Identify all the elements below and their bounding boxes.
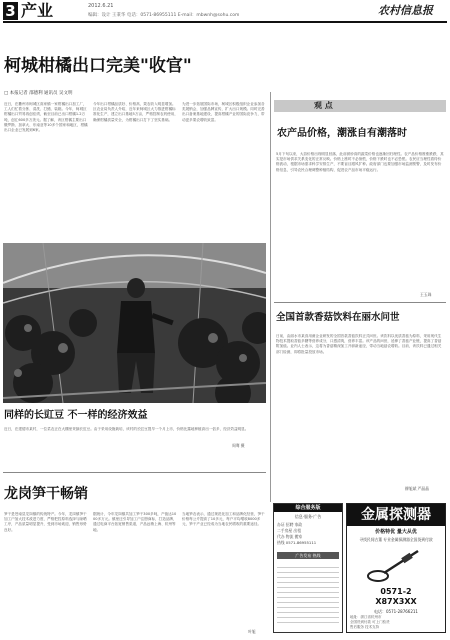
- metal-detector-small-0: 地址：浙江省杭州市: [350, 615, 382, 619]
- metal-detector-ad: [346, 503, 446, 633]
- classified-ad-line: 二手房屋 出租: [277, 528, 301, 533]
- header-rule: [3, 21, 447, 23]
- top-story-col2: 今年出口柑橘品质好、价格高，果农收入明显增加。区农业局负责人介绍，近年来柯城区大力推进柑橘标准化生产，建立出口基地5万亩，严格控制农药使用，确保柑橘质量安全，为柑橘出口打下了坚实基础。: [93, 102, 178, 122]
- section-name: 产业: [21, 1, 54, 20]
- classified-ad-filler: [277, 563, 339, 623]
- metal-detector-phone-big: 0571-2: [380, 587, 412, 596]
- viewpoint-banner: [274, 100, 446, 112]
- viewpoint-label: 观 点: [314, 101, 333, 110]
- viewpoint-body: 5月下旬以来，大蒜价格出现明显回落，此前被炒高的蔬菜价格也逐渐回归理性。农产品价格涨涨跌跌，其实是市场供求关系变化的正常反映。价格上涨时不必惊慌，价格下跌时也不必恐慌。农民应当理性看待价格波动，根据市场需求科学安排生产，不要盲目跟风扩种。政府部门也要加强市场监测预警，及时发布价格信息，引导农民合理调整种植结构，促进农产品市场平稳运行。: [276, 152, 444, 172]
- classified-ad-line: 办证 招聘 家政: [277, 522, 303, 527]
- classified-ad-line: 热线 0571-86955111: [277, 540, 317, 545]
- metal-detector-small-1: 全国货到付款 可上门验货: [350, 620, 390, 624]
- editor-line: 编辑：设计 王秉华 电话：0571-86955111 E-mail：mbwnh@sohu.com: [88, 13, 240, 18]
- photo-credit: 周骞 摄: [232, 443, 245, 448]
- metal-detector-subtitle: 价格特优 量大从优: [375, 529, 417, 535]
- metal-detector-line: 寻找民间古董 专业金属探测器全国货到付款: [359, 537, 433, 542]
- issue-date: 2012.6.21: [88, 3, 114, 9]
- classified-ad-subtitle: 信息·服务·广告: [294, 514, 322, 519]
- metal-detector-small-2: 售后服务 技术支持: [350, 625, 380, 629]
- classified-ad-title: 综合服务版: [274, 504, 342, 512]
- classified-ad-line: 代办 物流 搬家: [277, 534, 303, 539]
- bottom-story-rule: [3, 472, 266, 473]
- bottom-story-col1: 笋干是苍南县龙岗镇的传统特产。今年，龙岗镇笋干加工户加大技术改进力度，严格把控原料选择与晾晒工序，产品质量明显提升，受到市场欢迎，销售形势良好。: [4, 512, 87, 532]
- classified-ad-lines: [274, 520, 342, 548]
- bottom-story-headline: 龙岗笋干畅销: [4, 486, 88, 502]
- viewpoint-headline: 农产品价格，潮涨自有潮落时: [277, 128, 407, 139]
- bottom-story-col2: 据统计，今年龙岗镇共加工笋干300多吨，产值达1000多万元。镇里还引导加工户注册商标，打造品牌，通过电商平台拓宽销售渠道，产品远销上海、杭州等地。: [93, 512, 177, 532]
- classified-ad: [273, 503, 343, 633]
- top-story-col3: 为进一步拓展国际市场，柯城区积极组织企业参加各类展销会，加强品牌宣传，扩大出口规模。同时完善出口备案基地建设，提高柑橘产业的国际竞争力，带动更多果农增收致富。: [182, 102, 265, 122]
- paper-name: 农村信息报: [378, 4, 433, 17]
- classified-ad-note: 广告发布 热线: [277, 552, 339, 559]
- metal-detector-phone: 电话：0571-28766211: [374, 609, 418, 614]
- right-story-rule: [274, 302, 446, 303]
- bottom-story-credit: 叶旭: [248, 629, 256, 634]
- metal-detector-phone-big2: X87X3XX: [375, 597, 417, 606]
- top-story-headline: 柯城柑橘出口完美"收官": [4, 56, 192, 76]
- metal-detector-title: 金属探测器: [347, 504, 445, 526]
- photo-caption: 近日，在建德市某村，一位菜农正在大棚里采摘长豇豆。由于采用设施栽培，该村的长豇豆提早一个月上市，价格比露地种植高出一倍多，经济效益明显。: [4, 427, 249, 431]
- right-story-headline: 全国首款香菇饮料在丽水问世: [276, 312, 400, 323]
- photo-feature-headline: 同样的长豇豆 不一样的经济效益: [4, 410, 148, 421]
- right-story-author: 柳旭斌 严晶晶: [405, 486, 429, 491]
- bottom-story-col3: 当地笋农表示，通过规范化加工和品牌化经营，笋干价格每公斤提高了10多元，每户平均增收8000多元，笋干产业已经成为当地农民增收的重要途径。: [182, 512, 265, 527]
- right-story-body: 日前，由丽水市某食用菌企业研发的全国首款香菇饮料正式问世。该饮料以优质香菇为原料，采用现代生物技术提取香菇多糖等营养成分，口感清爽，营养丰富。该产品的问世，延伸了香菇产业链，提高了香菇附加值。业内人士表示，这将为香菇精深加工开辟新途径，带动当地菇农增收。目前，该饮料已通过相关部门检测，即将批量投放市场。: [276, 334, 442, 354]
- page-number: 3: [3, 2, 18, 20]
- top-story-col1: 近日，在衢州市柯城区高家镇一家柑橘出口加工厂，工人们忙着分拣、清洗、打蜡、装箱。今年，柯城区柑橘出口贸易再创佳绩，截至目前已出口柑橘1.2万吨，创汇600多万美元。据了解，该区柑橘主要出口俄罗斯、加拿大、东南亚等10多个国家和地区，柑橘出口企业已发展到6家。: [4, 102, 88, 133]
- greenhouse-photo: [3, 243, 266, 403]
- viewpoint-author: 王玉珠: [420, 292, 432, 297]
- metal-detector-device: [366, 547, 426, 583]
- top-story-byline: □ 本报记者 邵德利 通讯员 吴文明: [4, 91, 73, 96]
- column-divider: [270, 92, 271, 502]
